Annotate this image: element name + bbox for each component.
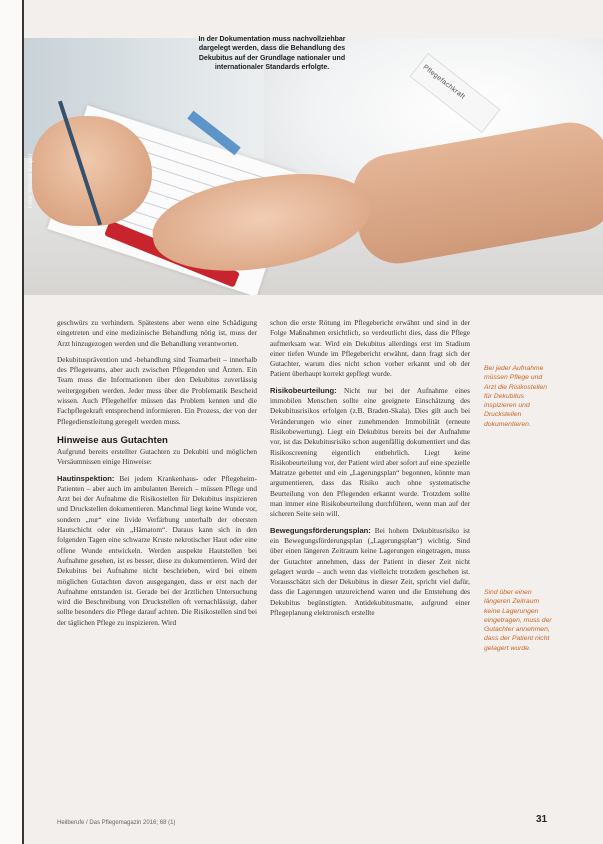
- header-photo: [24, 38, 603, 295]
- paragraph: [270, 526, 470, 619]
- paragraph: Dekubitusprävention und -behandlung sind Teamarbeit – innerhalb des Pflegeteams, aber auch zwischen Pflegenden und Ärzten. Ein Team muss die Informationen über den Dekubitus zuverlässig weitergegeben werden. Jeder muss über die Problematik Bescheid wissen. Auch Pflegehelfer müssen das Problem kennen und die Fachpflegekraft entsprechend informieren. Ein Prozess, der von der Pflegedienstleitung geregelt werden muss.: [57, 354, 257, 426]
- paragraph: [57, 474, 257, 628]
- photo-credit: Foto: Werner Krüper: [28, 153, 34, 208]
- paragraph: geschwürs zu verhindern. Spätestens aber wenn eine Schädigung eingetreten und eine medizinische Behandlung nötig ist, muss der Arzt hinzugezogen werden und die Behandlung verantworten.: [57, 318, 257, 348]
- paragraph: schon die erste Rötung im Pflegebericht erwähnt und sind in der Folge Maßnahmen ersichtlich, so verdeutlicht dies, dass die Pflege aufmerksam war. Wird ein Dekubitus allerdings erst im Stadium einer tiefen Wunde im Pflegebericht erwähnt, dann fragt sich der Gutachter, warum dies nicht schon vorher erkannt und ob der Patient überhaupt korrekt gepflegt wurde.: [270, 318, 470, 379]
- paragraph: Aufgrund bereits erstellter Gutachten zu Dekubiti und möglichen Versäumnissen einige Hinweise:: [57, 446, 257, 467]
- name-tag-text: Pflegefachkraft: [421, 63, 467, 101]
- page-number: 31: [536, 814, 548, 825]
- page-footer: Heilberufe / Das Pflegemagazin 2016; 68 (1): [57, 820, 176, 826]
- paragraph-lead: Hautinspektion:: [57, 473, 115, 483]
- paragraph: [270, 386, 470, 520]
- photo-hand-left: [32, 116, 152, 226]
- paragraph-lead: Bewegungsförderungsplan:: [270, 525, 371, 535]
- paragraph-body: Nicht nur bei der Aufnahme eines immobilen Menschen sollte eine geeignete Einschätzung des Dekubitusrisikos erfolgen (z.B. Braden-Skala). Dies gilt auch bei Veränderungen wie einer zunehmenden Immobilität (erneute Risikobewertung). Liegt ein Dekubitus bereits bei der Aufnahme vor, ist das Dekubitusrisiko schon augenfällig dokumentiert und das Risikoscreening eigentlich entbehrlich. Liegt keine Risikobeurteilung vor, der Patient wird aber sofort auf eine spezielle Matratze gebettet und ein „Lagerungsplan“ begonnen, könnte man argumentieren, dass das Risiko auch ohne systematische Beurteilung von den Pflegenden erkannt wurde. Trotzdem sollte man immer eine Risikobeurteilung durchführen, wenn man auf der sicheren Seite sein will.: [270, 385, 470, 519]
- margin-note: Sind über einen längeren Zeitraum keine Lagerungen eingetragen, muss der Gutachter annehmen, dass der Patient nicht gelagert wurde.: [484, 589, 552, 652]
- section-heading: Hinweise aus Gutachten: [57, 434, 168, 446]
- margin-note: Bei jeder Aufnahme müssen Pflege und Arzt die Risikostellen für Dekubitus inspizieren und Druckstellen dokumentieren.: [484, 365, 548, 428]
- page-edge: [0, 0, 22, 844]
- paragraph-body: Bei jedem Krankenhaus- oder Pflegeheim-Patienten – aber auch im ambulanten Bereich – müssen Pflege und Arzt bei der Aufnahme die Risikostellen für Dekubitus inspizieren und Druckstellen dokumentieren. Manchmal liegt keine Wunde vor, sondern „nur“ eine livide Verfärbung unterhalb der obersten Hautschicht oder ein „Hämatom“. Daraus kann sich in den folgenden Tagen eine schwarze Kruste nekrotischer Haut oder eine offene Wunde entwickeln. Werden auspekte Hautstellen bei Aufnahme gesehen, ist es besser, diese zu dokumentieren. Wird der Dekubitus bei Aufnahme nicht beschrieben, wird bei einem möglichen Gutachten davon ausgegangen, dass er erst nach der Aufnahme entstanden ist. Gerade bei der ärztlichen Untersuchung wird die Beschreibung von Druckstellen oft vernachlässigt, daher sollte besonders die Pflege darauf achten. Die Risikostellen sind bei der täglichen Pflege zu inspizieren. Wird: [57, 473, 257, 627]
- left-column: [57, 318, 257, 634]
- paragraph-lead: Risikobeurteilung:: [270, 385, 337, 395]
- photo-caption: In der Dokumentation muss nachvollziehbar dargelegt werden, dass die Behandlung des Dekubitus auf der Grundlage nationaler und internationaler Standards erfolgte.: [198, 36, 346, 72]
- right-column: [270, 318, 470, 624]
- paragraph-body: Bei hohem Dekubitusrisiko ist ein Bewegungsförderungsplan („Lagerungsplan“) wichtig. Sind über einen längeren Zeitraum keine Lagerungen eingetragen, muss der Gutachter annehmen, dass der Patient in dieser Zeit nicht gelagert wurde – auch wenn das vielleicht trotzdem geschehen ist. Vorausschätzt sich der Dekubitus in dieser Zeit, spricht viel dafür, dass die Lagerungen unzureichend waren und die Entstehung des Dekubitus begünstigten. Antidekubitusmatte, aufgrund einer Pflegeplanung elektronisch erstellte: [270, 525, 471, 618]
